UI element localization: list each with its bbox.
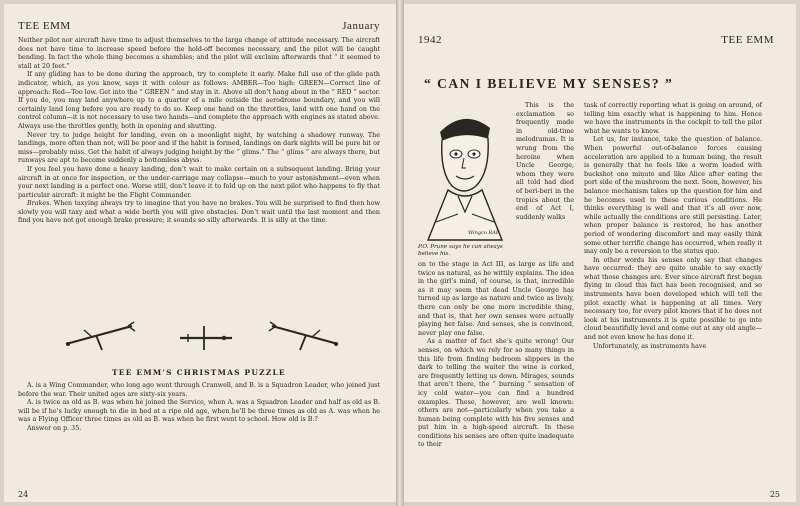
left-header-month: January (342, 20, 380, 32)
right-page (404, 4, 796, 502)
paragraph: As a matter of fact she’s quite wrong! Our senses, on which we rely for so many things in this life from finding bedroom slippers in the dark to telling the waiter the wine is corked, are frequently letting us down. Mirages, sounds that aren’t there, the “ burning ” sensation of icy cold water—you can find a hundred examples. These, however, are well known: others are not—particularly when you take a human being complete with his five senses and put him in a high-speed aircraft. In these conditions his senses are often quite inadequate to their (418, 338, 574, 449)
aircraft-illustration-right (266, 320, 342, 354)
brakes-label: Brakes. (27, 200, 52, 208)
puzzle-text (18, 382, 380, 434)
puzzle-paragraph: A. is a Wing Commander, who long ago went through Cranwell, and B. is a Squadron Leader, who joined just before the war. Their united ages are sixty-six years. (18, 382, 380, 398)
paragraph: If you feel you have done a heavy landing, don’t wait to make certain on a subsequent landing. Bring your aircraft in at once for inspection, or the under-carriage may collapse—much to your astonishment—even when your next landing is a perfect one. Worse still, don’t leave it to fold up on the next pilot who happens to fly that particular aircraft: it might be the Flight Commander. (18, 165, 380, 199)
paragraph: on to the stage in Act III, as large as life and twice as natural, as he wittily explains. The idea in the girl’s mind, of course, is that, incredible as it may seem that dead Uncle George has turned up as large as nature and twice as lively, there can only be one more incredible thing, and that is, that her own senses were actually playing her false. And senses, she is convinced, never play one false. (418, 261, 574, 337)
left-page (4, 4, 396, 502)
column2-text (584, 102, 762, 351)
book-gutter (396, 0, 404, 506)
paragraph: Let us, for instance, take the question of balance. When powerful out-of-balance forces causing acceleration are applied to a human being, the result is generally that he feels like a worm loaded with buckshot one minute and like Alice after eating the port side of the mushroom the next. Soon, however, his balance mechanism takes up the question for him and he becomes used to these curious conditions. He thinks everything is well and that it’s all over now, while actually the conditions are still persisting. Later, when proper balance is restored, he has another period of wondering discomfort and may easily think some other terrific change has occurred, when really it may only be a reversion to the status quo. (584, 136, 763, 256)
right-page-number: 25 (769, 490, 780, 499)
paragraph: If any gliding has to be done during the approach, try to complete it early. Make full use of the glide path indicator, which, as you know, says it with colour as follows: AMBER—Too high: GREEN—Correct line of approach: Red—Too low. Get into the “ GREEN ” and stay in it. Above all don’t hang about in the “ RED ” sector. If you do, you may land anywhere up to a quarter of a mile outside the aerodrome boundary, and you will certainly land long before you are ready to do so. Keep one hand on the throttles, land with one hand on the control column—it is not necessary to use two hands—and complete the approach with engines as stated above. Always use the throttles gently, both in opening and shutting. (18, 71, 380, 130)
paragraph: Never try to judge height for landing, even on a moonlight night, by watching a shadowy runway. The landings, more often than not, will be poor and if the habit is formed, landings on dark nights will be pure hit or miss—probably miss. Get the habit of always judging height by the “ glims.” The “ glims ” are always there, but runways are apt to become suddenly a bottomless abyss. (18, 131, 380, 165)
left-page-number: 24 (18, 490, 29, 499)
cartoon-caption: P.O. Prune says he can always believe his. (418, 244, 503, 257)
column1-text (418, 261, 574, 450)
aircraft-illustration-center (176, 320, 236, 354)
article-title: “ CAN I BELIEVE MY SENSES? ” (424, 76, 674, 91)
pilot-officer-prune-cartoon (418, 102, 510, 242)
paragraph: This is the exclamation so frequently made in old-time melodramas. It is wrung from the heroine when Uncle George, whom they were all told had died of beri-beri in the tropics about the end of Act I, suddenly walks (516, 102, 574, 221)
left-header-title: TEE EMM (18, 20, 71, 32)
cartoon-signature: Wingco RAF (468, 230, 500, 236)
paragraph: Neither pilot nor aircraft have time to adjust themselves to the large change of attitude necessary. The aircraft does not have time to increase speed before the hold-off becomes necessary, and the pilot will be caught bending. In fact the whole thing becomes a shambles; and the pilot will exclaim afterwards that “ it seemed to stall at 20 feet.” (18, 37, 380, 70)
puzzle-title: TEE EMM’S CHRISTMAS PUZZLE (112, 368, 286, 377)
left-body-text (18, 37, 380, 226)
puzzle-answer: Answer on p. 35. (27, 424, 82, 432)
right-header-title: TEE EMM (721, 34, 774, 46)
brakes-paragraph (18, 200, 380, 226)
puzzle-paragraph: A. is twice as old as B. was when he joined the Service, when A. was a Squadron Leader and half as old as B. will be if he’s lucky enough to die in bed at a ripe old age, when he’ll be three times as old as A. was when he was a Flying Officer three times as old as B. was when he first went to school. How old is B.? (18, 399, 380, 424)
column1-intro (516, 102, 574, 222)
paragraph: Unfortunately, as instruments have (593, 342, 707, 350)
paragraph: task of correctly reporting what is going on around, of telling him exactly what is happening to him. Hence we have the instruments in the cockpit to tell the pilot what he wants to know. (584, 102, 762, 135)
right-header-year: 1942 (418, 34, 442, 46)
brakes-text: When taxying always try to imagine that you have no brakes. You will be surprised to find then how slowly you will taxy and what a wide berth you will give obstacles. Don’t wait until the last moment and then find you have not got enough brake pressure; it sounds so silly afterwards. It is silly at the time. (18, 200, 380, 225)
aircraft-illustration-left (62, 320, 138, 354)
paragraph: In other words his senses only say that changes have occurred: they are quite unable to say exactly what those changes are. Ever since aircraft first began flying in cloud this fact has been recognised, and so instruments have been developed which will tell the pilot exactly what is happening at all times. Very necessary too, for every pilot knows that if he does not look at his instruments it is quite possible to go into cloud beautifully level and come out at any old angle—and not even know he has done it. (584, 256, 762, 342)
